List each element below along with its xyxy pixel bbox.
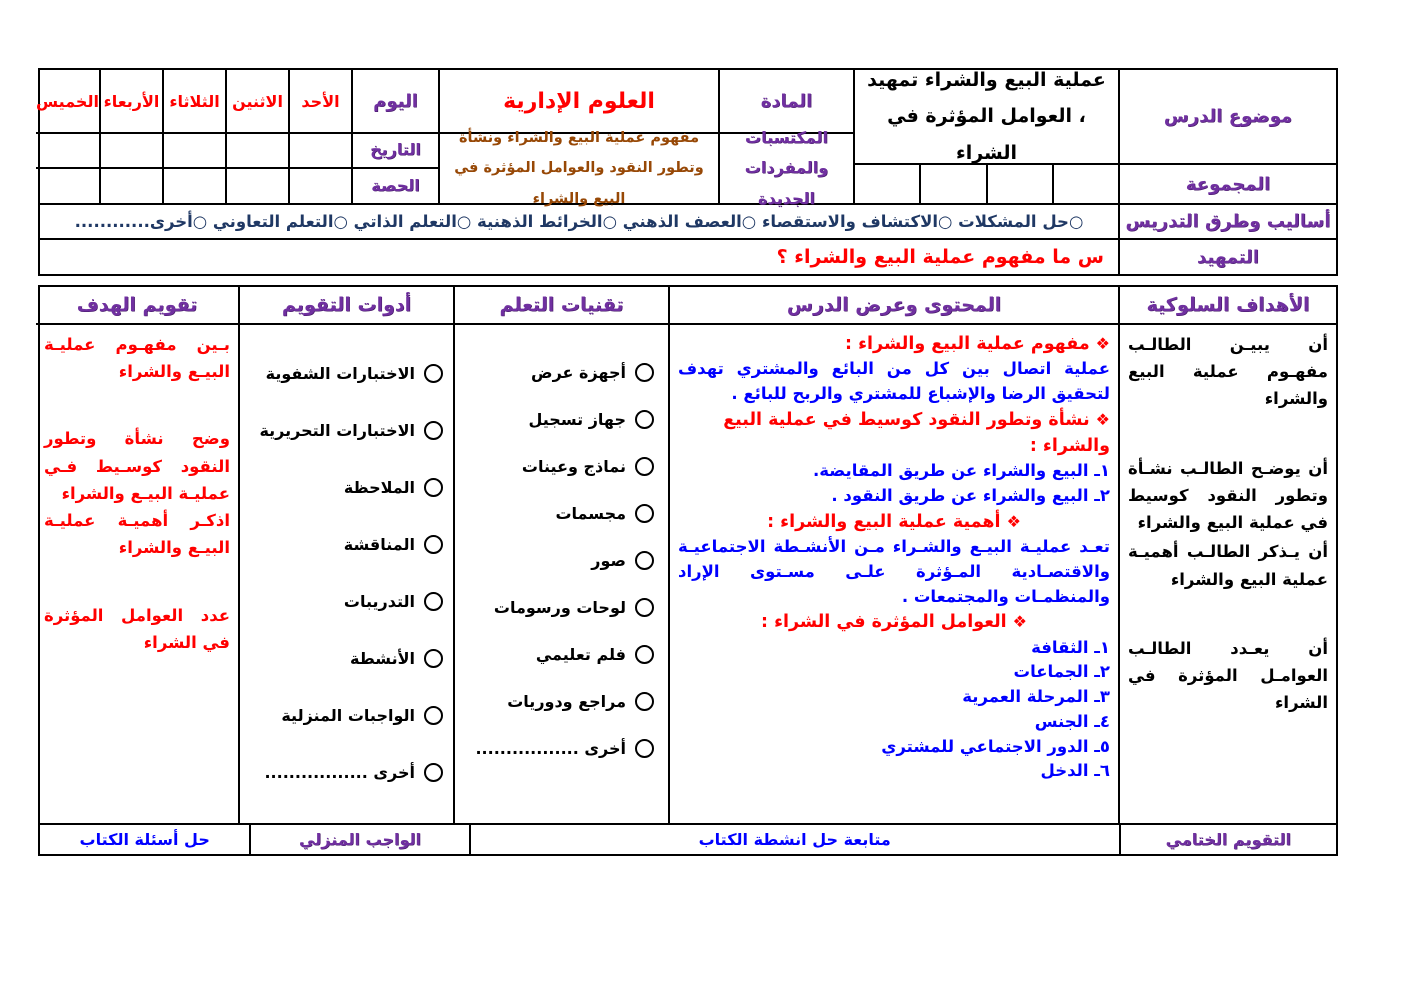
content-column [668,287,1118,823]
group-cell[interactable] [986,165,1052,203]
technology-option [463,584,654,631]
main-table [38,285,1338,825]
option-circle-icon[interactable] [424,478,443,497]
content-body-text: عملية اتصال بين كل من البائع والمشتري تهدف لتحقيق الرضا والإشباع للمشتري والربح للبائع . [678,359,1110,403]
option-label: جهاز تسجيل [528,410,626,429]
date-cell[interactable] [36,132,99,167]
option-circle-icon[interactable] [424,649,443,668]
footer-row [38,823,1338,856]
option-label: أخرى ................. [475,739,626,758]
option-circle-icon[interactable] [424,364,443,383]
tools-list [240,325,453,823]
day-name: الاثنين [232,91,283,111]
group-cell[interactable] [919,165,985,203]
option-circle-icon[interactable] [424,706,443,725]
evaluation-item: بـين مفهـوم عمليـة البيـع والشراء [44,335,230,382]
intro-row [38,238,1338,276]
period-label: الحصة [353,167,438,203]
diamond-bullet-icon: ❖ [1095,334,1110,353]
option-label: صور [591,551,626,570]
technology-option [463,537,654,584]
content-section-header: ❖مفهوم عملية البيع والشراء : [845,334,1110,354]
content-section-header: ❖أهمية عملية البيع والشراء : [767,511,1021,532]
topic-label-column [1118,70,1336,203]
tool-option [248,459,443,516]
final-eval-value: متابعة حل انشطة الكتاب [469,825,1119,854]
day-name: الخميس [36,91,99,111]
option-circle-icon[interactable] [635,457,654,476]
option-circle-icon[interactable] [635,598,654,617]
day-column [225,70,288,203]
period-cell[interactable] [290,167,351,203]
objective-item: أن يبيـن الطالـب مفهـوم عملية البيع والشراء [1128,335,1328,409]
evaluation-item: وضح نشأة وتطور النقود كوسـيط فـي عمليـة البيـع والشراء [44,429,230,503]
option-circle-icon[interactable] [635,551,654,570]
tools-column [238,287,453,823]
option-label: نماذج وعينات [521,457,626,476]
period-cell[interactable] [101,167,162,203]
subject-label: المادة [760,90,813,112]
technology-option [463,396,654,443]
evaluation-list [36,325,238,823]
day-column [162,70,225,203]
option-label: أجهزة عرض [531,363,626,382]
option-circle-icon[interactable] [635,692,654,711]
option-circle-icon[interactable] [635,645,654,664]
period-cell[interactable] [36,167,99,203]
group-label: المجموعة [1120,163,1336,203]
content-body-text: ٤ـ الجنس [1034,711,1110,731]
content-body-text: ٢ـ الجماعات [1013,662,1110,682]
evaluation-header: تقويم الهدف [36,287,238,325]
day-labels-column [351,70,438,203]
diamond-bullet-icon: ❖ [1006,511,1021,531]
content-header: المحتوى وعرض الدرس [670,287,1118,325]
period-cell[interactable] [164,167,225,203]
group-cell[interactable] [855,165,919,203]
objectives-list [1120,325,1336,823]
option-label: مجسمات [555,504,626,523]
technology-option [463,490,654,537]
option-label: الأنشطة [350,649,415,668]
option-circle-icon[interactable] [424,535,443,554]
objective-item: أن يعـدد الطالـب العوامـل المؤثرة في الشراء [1128,638,1328,713]
day-name: الأربعاء [103,91,160,111]
group-cell[interactable] [1052,165,1118,203]
tool-option [248,402,443,459]
technology-option [463,631,654,678]
content-section-header: ❖العوامل المؤثرة في الشراء : [760,612,1028,633]
topic-value-column [853,70,1118,203]
evaluation-column [36,287,238,823]
content-body-text: ٥ـ الدور الاجتماعي للمشتري [881,736,1110,756]
homework-value: حل أسئلة الكتاب [79,830,210,849]
option-label: الاختبارات الشفوية [265,364,415,383]
technologies-list [455,325,668,823]
option-label: لوحات ورسومات [493,598,626,617]
technology-option [463,349,654,396]
tools-header: أدوات التقويم [240,287,453,325]
content-section-header: ❖نشأة وتطور النقود كوسيط في عملية البيع والشراء : [723,409,1110,456]
option-label: أخرى ................. [264,763,415,782]
objective-item: أن يـذكر الطالـب أهميـة عملية البيع والشراء [1128,542,1328,589]
option-label: التدريبات [343,592,415,611]
objective-item: أن يوضـح الطالـب نشـأة وتطور النقود كوسيط في عملية البيع والشراء [1128,458,1328,533]
intro-label: التمهيد [1118,240,1336,274]
homework-label: الواجب المنزلي [249,825,468,854]
group-cells [855,163,1118,203]
day-name: الثلاثاء [169,91,220,111]
content-body-text: ١ـ الثقافة [1031,637,1110,657]
technologies-header: تقنيات التعلم [455,287,668,325]
methods-value: ○حل المشكلات ○الاكتشاف والاستقصاء ○العصف الذهني ○الخرائط الذهنية ○التعلم الذاتي ○التعلم التعاوني ○أخرى............ [74,212,1084,231]
day-name: الأحد [301,91,340,111]
day-column [36,70,99,203]
methods-label: أساليب وطرق التدريس [1118,205,1336,238]
subject-label-column [718,70,853,208]
acquisitions-value: مفهوم عملية البيع والشراء ونشأة وتطور النقود والعوامل المؤثرة في البيع والشراء [440,132,718,203]
header-table [36,68,1338,208]
content-body-text: ٦ـ الدخل [1040,761,1110,781]
days-columns [36,70,351,203]
option-circle-icon[interactable] [424,763,443,782]
option-label: فلم تعليمي [535,645,626,664]
day-column [288,70,351,203]
content-body-text: ٣ـ المرحلة العمرية [962,687,1110,706]
subject-value: العلوم الإدارية [503,88,655,114]
option-circle-icon[interactable] [635,739,654,758]
methods-row [38,203,1338,240]
option-circle-icon[interactable] [424,592,443,611]
option-label: المناقشة [343,535,415,554]
content-body-text: تعـد عمليـة البيـع والشـراء مـن الأنشـطة الاجتماعيـة والاقتصـادية المـؤثرة علـى مسـتوى الإراد والمنظمـات والمجتمعات . [678,537,1110,606]
intro-value: س ما مفهوم عملية البيع والشراء ؟ [776,246,1104,268]
date-cell[interactable] [164,132,225,167]
tool-option [248,630,443,687]
tool-option [248,573,443,630]
subject-value-column [438,70,718,207]
day-column [99,70,162,203]
topic-value: عملية البيع والشراء تمهيد ، العوامل المؤثرة في الشراء [867,69,1106,164]
date-cell[interactable] [227,132,288,167]
option-label: الملاحظة [343,478,415,497]
option-label: مراجع ودوريات [507,692,626,711]
tool-option [248,744,443,801]
topic-label: موضوع الدرس [1163,106,1293,127]
lesson-plan-document [38,68,1338,856]
content-body-text: ٢ـ البيع والشراء عن طريق النقود . [831,486,1110,505]
objectives-header: الأهداف السلوكية [1120,287,1336,325]
date-cell[interactable] [101,132,162,167]
date-cell[interactable] [290,132,351,167]
option-circle-icon[interactable] [635,363,654,382]
evaluation-item: عدد العوامل المؤثرة في الشراء [44,605,230,652]
tool-option [248,516,443,573]
day-label: اليوم [373,90,418,112]
option-label: الواجبات المنزلية [281,706,415,725]
period-cell[interactable] [227,167,288,203]
content-list [670,325,1118,823]
evaluation-item: اذكـر أهميـة عمليـة البيـع والشراء [44,511,230,558]
tool-option [248,687,443,744]
technology-option [463,678,654,725]
diamond-bullet-icon: ❖ [1012,612,1028,632]
date-label: التاريخ [353,132,438,167]
technology-option [463,443,654,490]
option-label: الاختبارات التحريرية [259,421,415,440]
technologies-column [453,287,668,823]
option-circle-icon[interactable] [635,410,654,429]
final-eval-label: التقويم الختامي [1119,825,1336,854]
option-circle-icon[interactable] [424,421,443,440]
tool-option [248,345,443,402]
option-circle-icon[interactable] [635,504,654,523]
technology-option [463,725,654,772]
diamond-bullet-icon: ❖ [1095,409,1110,429]
acquisitions-label: المكتسبات والمفردات الجديدة [720,132,853,203]
objectives-column [1118,287,1336,823]
content-body-text: ١ـ البيع والشراء عن طريق المقايضة. [813,461,1110,481]
